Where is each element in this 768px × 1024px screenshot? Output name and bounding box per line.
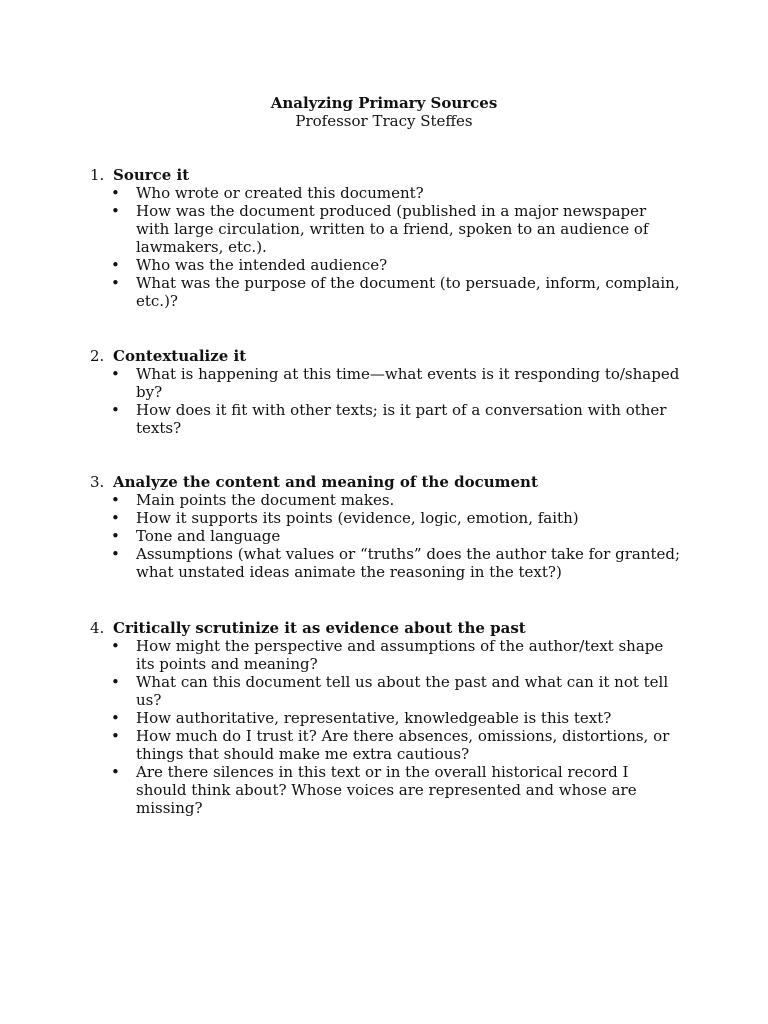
list-item (90, 637, 690, 673)
list-item (90, 545, 690, 581)
list-item-text: What was the purpose of the document (to persuade, inform, complain, etc.)? (136, 274, 680, 310)
list-item (90, 256, 690, 274)
bullet-icon: • (111, 673, 120, 691)
list-item-text: How was the document produced (published in a major newspaper with large circulation, written to a friend, spoken to an audience of lawmakers, etc.). (136, 202, 649, 256)
list-item (90, 184, 690, 202)
list-item-text: Tone and language (136, 527, 281, 545)
section-heading (90, 166, 690, 184)
bullet-list (90, 491, 690, 581)
section-title: Critically scrutinize it as evidence about the past (113, 619, 526, 637)
section-title: Source it (113, 166, 190, 184)
list-item (90, 509, 690, 527)
list-item (90, 763, 690, 817)
section-number: 4. (90, 619, 105, 637)
document-title: Analyzing Primary Sources (270, 94, 498, 112)
section-title: Contextualize it (113, 347, 247, 365)
bullet-icon: • (111, 709, 120, 727)
list-item (90, 202, 690, 256)
section-title: Analyze the content and meaning of the document (113, 473, 538, 491)
bullet-icon: • (111, 401, 120, 419)
bullet-icon: • (111, 509, 120, 527)
list-item (90, 365, 690, 401)
list-item-text: How does it fit with other texts; is it part of a conversation with other texts? (136, 401, 667, 437)
bullet-icon: • (111, 274, 120, 292)
section-source-it (90, 166, 690, 310)
bullet-list (90, 365, 690, 437)
bullet-icon: • (111, 365, 120, 383)
bullet-icon: • (111, 184, 120, 202)
section-contextualize-it (90, 347, 690, 437)
list-item-text: What can this document tell us about the past and what can it not tell us? (136, 673, 669, 709)
list-item (90, 401, 690, 437)
list-item-text: Who was the intended audience? (136, 256, 388, 274)
section-number: 3. (90, 473, 105, 491)
bullet-icon: • (111, 202, 120, 220)
list-item-text: Main points the document makes. (136, 491, 395, 509)
bullet-list (90, 184, 690, 310)
section-number: 2. (90, 347, 105, 365)
bullet-icon: • (111, 491, 120, 509)
bullet-icon: • (111, 727, 120, 745)
list-item-text: How might the perspective and assumptions of the author/text shape its points and meaning? (136, 637, 664, 673)
section-number: 1. (90, 166, 105, 184)
bullet-list (90, 637, 690, 817)
list-item-text: Who wrote or created this document? (136, 184, 424, 202)
list-item (90, 709, 690, 727)
bullet-icon: • (111, 637, 120, 655)
list-item-text: How much do I trust it? Are there absences, omissions, distortions, or things that should make me extra cautious? (136, 727, 670, 763)
section-critically-scrutinize (90, 619, 690, 817)
list-item (90, 491, 690, 509)
list-item-text: Assumptions (what values or “truths” does the author take for granted; what unstated ideas animate the reasoning in the text?) (136, 545, 681, 581)
bullet-icon: • (111, 763, 120, 781)
list-item-text: What is happening at this time—what events is it responding to/shaped by? (136, 365, 680, 401)
bullet-icon: • (111, 256, 120, 274)
list-item (90, 527, 690, 545)
list-item-text: Are there silences in this text or in the overall historical record I should think about? Whose voices are represented and whose are missing? (136, 763, 637, 817)
list-item (90, 274, 690, 310)
section-heading (90, 347, 690, 365)
list-item-text: How it supports its points (evidence, logic, emotion, faith) (136, 509, 579, 527)
list-item (90, 673, 690, 709)
section-heading (90, 473, 690, 491)
list-item-text: How authoritative, representative, knowledgeable is this text? (136, 709, 612, 727)
document-subtitle: Professor Tracy Steffes (295, 112, 473, 130)
bullet-icon: • (111, 545, 120, 563)
section-heading (90, 619, 690, 637)
bullet-icon: • (111, 527, 120, 545)
list-item (90, 727, 690, 763)
section-analyze-content (90, 473, 690, 581)
